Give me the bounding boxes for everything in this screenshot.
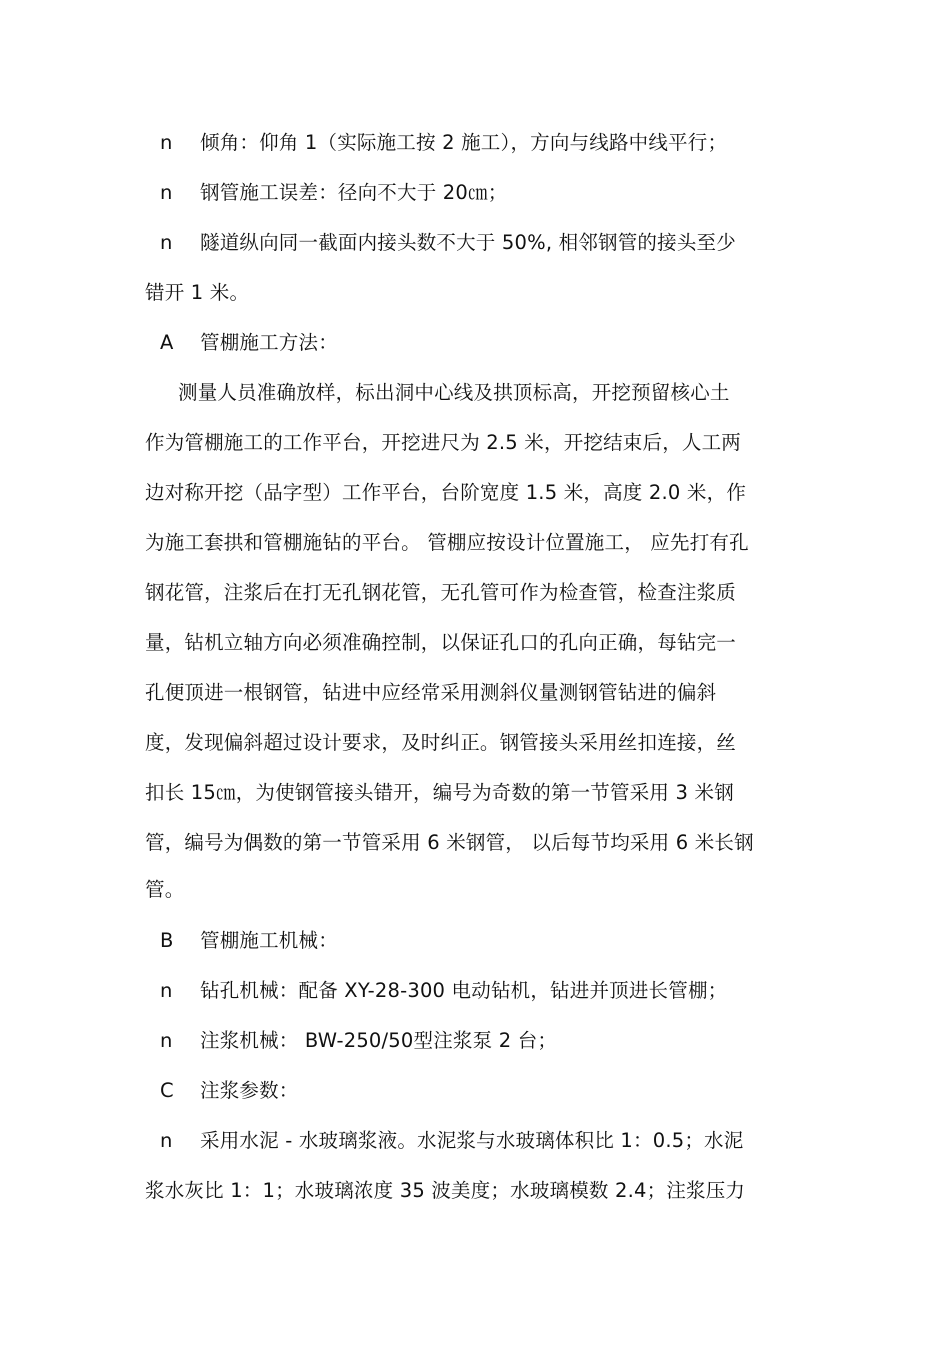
- paragraph-line: [145, 580, 736, 606]
- paragraph-first-line: [145, 380, 730, 406]
- continuation-line: [145, 280, 249, 306]
- paragraph-line: [145, 430, 741, 456]
- line-text: 测量人员准确放样，标出洞中心线及拱顶标高，开挖预留核心土: [178, 381, 730, 404]
- paragraph-line: [145, 830, 754, 856]
- line-text: 度，发现偏斜超过设计要求，及时纠正。钢管接头采用丝扣连接，丝: [145, 731, 737, 754]
- line-text: 隧道纵向同一截面内接头数不大于 50%, 相邻钢管的接头至少: [200, 231, 736, 254]
- line-text: 边对称开挖（品字型）工作平台，台阶宽度 1.5 米，高度 2.0 米，作: [145, 481, 747, 504]
- bullet-marker: n: [160, 181, 173, 204]
- line-text: 钢花管，注浆后在打无孔钢花管，无孔管可作为检查管，检查注浆质: [145, 581, 737, 604]
- heading-text: 管棚施工机械：: [200, 929, 338, 952]
- paragraph-line: [145, 530, 749, 556]
- bullet-marker: n: [160, 1129, 173, 1152]
- paragraph-line: [145, 877, 184, 903]
- section-heading: [145, 928, 338, 954]
- line-text: 为施工套拱和管棚施钻的平台。 管棚应按设计位置施工， 应先打有孔: [145, 531, 749, 554]
- line-text: 钢管施工误差：径向不大于 20㎝；: [200, 181, 508, 204]
- bullet-line: [145, 130, 727, 156]
- line-text: 作为管棚施工的工作平台，开挖进尺为 2.5 米，开挖结束后，人工两: [145, 431, 742, 454]
- bullet-marker: n: [160, 131, 173, 154]
- heading-text: 注浆参数：: [200, 1079, 299, 1102]
- paragraph-line: [145, 630, 736, 656]
- section-marker: A: [160, 331, 174, 354]
- line-text: 管。: [145, 878, 185, 901]
- bullet-marker: n: [160, 979, 173, 1002]
- line-text: 倾角：仰角 1（实际施工按 2 施工），方向与线路中线平行；: [200, 131, 728, 154]
- line-text: 孔便顶进一根钢管，钻进中应经常采用测斜仪量测钢管钻进的偏斜: [145, 681, 717, 704]
- line-text: 注浆机械： BW-250/50型注浆泵 2 台；: [200, 1029, 558, 1052]
- paragraph-line: [145, 780, 734, 806]
- paragraph-line: [145, 480, 746, 506]
- bullet-line: [145, 978, 727, 1004]
- line-text: 扣长 15㎝，为使钢管接头错开，编号为奇数的第一节管采用 3 米钢: [145, 781, 734, 804]
- line-text: 错开 1 米。: [145, 281, 250, 304]
- section-marker: C: [160, 1079, 174, 1102]
- paragraph-line: [145, 1178, 745, 1204]
- section-heading: [145, 1078, 299, 1104]
- bullet-line: [145, 230, 736, 256]
- bullet-marker: n: [160, 1029, 173, 1052]
- paragraph-line: [145, 680, 716, 706]
- line-text: 采用水泥 - 水玻璃浆液。水泥浆与水玻璃体积比 1：0.5；水泥: [200, 1129, 744, 1152]
- section-heading: [145, 330, 338, 356]
- bullet-line: [145, 180, 507, 206]
- section-marker: B: [160, 929, 174, 952]
- line-text: 管，编号为偶数的第一节管采用 6 米钢管， 以后每节均采用 6 米长钢: [145, 831, 754, 854]
- bullet-marker: n: [160, 231, 173, 254]
- heading-text: 管棚施工方法：: [200, 331, 338, 354]
- line-text: 量，钻机立轴方向必须准确控制，以保证孔口的孔向正确，每钻完一: [145, 631, 737, 654]
- line-text: 浆水灰比 1：1；水玻璃浓度 35 波美度；水玻璃模数 2.4；注浆压力: [145, 1179, 746, 1202]
- bullet-line: [145, 1128, 743, 1154]
- bullet-line: [145, 1028, 557, 1054]
- line-text: 钻孔机械：配备 XY-28-300 电动钻机，钻进并顶进长管棚；: [200, 979, 728, 1002]
- paragraph-line: [145, 730, 736, 756]
